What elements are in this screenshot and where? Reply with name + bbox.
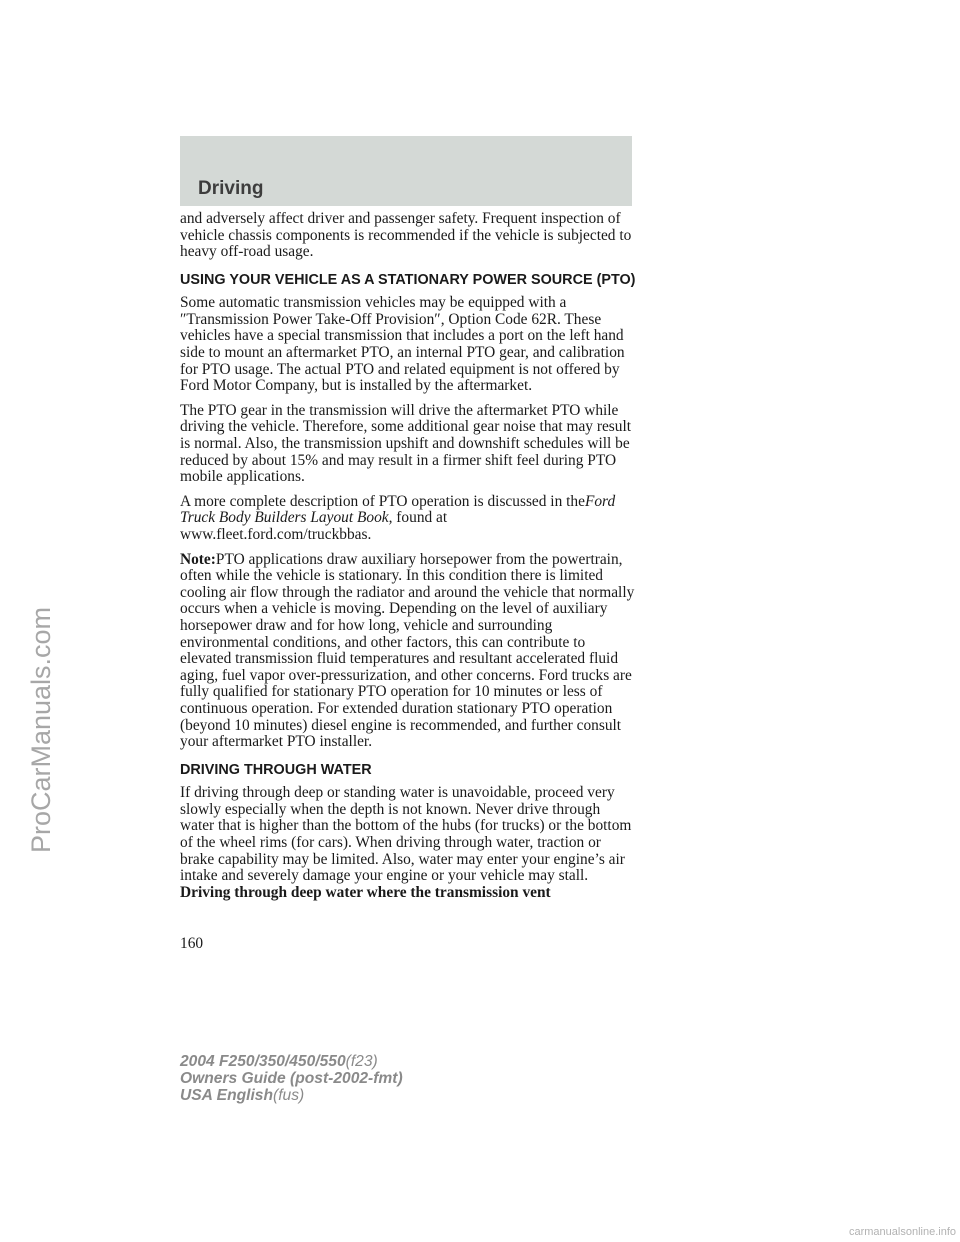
paragraph-note (180, 552, 636, 751)
page-content (180, 211, 636, 909)
fleet-url: www.fleet.ford.com/truckbbas. (180, 526, 372, 543)
footer-language-line (180, 1088, 403, 1105)
water-text: If driving through deep or standing water is unavoidable, proceed very slowly especially when the depth is not known. Never drive through water that is higher than the bottom of the hubs (for trucks) or the bottom of the wheel rims (for cars). When driving through water, traction or brake capability may be limited. Also, water may enter your engine’s air intake and severely damage your engine or your vehicle may stall. (180, 784, 632, 885)
pto-description-found-at: found at (392, 509, 448, 527)
heading-stationary-power-source: USING YOUR VEHICLE AS A STATIONARY POWER SOURCE (PTO) (180, 271, 636, 288)
footer-language-code: (fus) (273, 1086, 305, 1104)
heading-driving-through-water: DRIVING THROUGH WATER (180, 761, 372, 778)
footer-guide-line: Owners Guide (post-2002-fmt) (180, 1069, 403, 1087)
document-footer (180, 1054, 403, 1104)
footer-model: 2004 F250/350/450/550 (180, 1053, 346, 1070)
bottom-watermark: carmanualsonline.info (848, 1226, 956, 1238)
note-label: Note: (180, 550, 216, 568)
footer-language: USA English (180, 1086, 273, 1104)
footer-model-line (180, 1054, 403, 1071)
footer-model-code: (f23) (345, 1053, 378, 1070)
paragraph-water (180, 785, 636, 901)
paragraph-pto-gear: The PTO gear in the transmission will drive the aftermarket PTO while driving the vehicle. Therefore, some additional gear noise that may result is normal. Also, the transmission upshift and downshift schedules will be reduced by about 15% and may result in a firmer shift feel during PTO mobile applications. (180, 401, 632, 486)
page-number: 160 (180, 935, 204, 952)
paragraph-pto-description (180, 494, 636, 544)
section-title: Driving (198, 178, 264, 199)
side-watermark: ProCarManuals.com (26, 606, 56, 854)
book-title: Ford Truck Body Builders Layout Book, (180, 492, 616, 527)
pto-description-text: A more complete description of PTO operation is discussed in the (180, 492, 585, 510)
note-text: PTO applications draw auxiliary horsepower from the powertrain, often while the vehicle is stationary. In this condition there is limited cooling air flow through the radiator and around the vehicle that normally occurs when a vehicle is moving. Depending on the level of auxiliary horsepower draw and for how long, vehicle and surrounding environmental conditions, and other factors, this can contribute to elevated transmission fluid temperatures and resultant accelerated fluid aging, fuel vapor over-pressurization, and other concerns. Ford trucks are fully qualified for stationary PTO operation for 10 minutes or less of continuous operation. For extended duration stationary PTO operation (beyond 10 minutes) diesel engine is recommended, and further consult your aftermarket PTO installer. (180, 550, 635, 751)
water-warning-bold: Driving through deep water where the transmission vent (180, 883, 551, 901)
paragraph-pto-provision: Some automatic transmission vehicles may be equipped with a ″Transmission Power Take-Off Provision″, Option Code 62R. These vehicles have a special transmission that includes a port on the left hand side to mount an aftermarket PTO, an internal PTO gear, and calibration for PTO usage. The actual PTO and related equipment is not offered by Ford Motor Company, but is installed by the aftermarket. (180, 294, 625, 395)
paragraph-chassis-inspection: and adversely affect driver and passenger safety. Frequent inspection of vehicle chassis components is recommended if the vehicle is subjected to heavy off-road usage. (180, 210, 632, 261)
section-header-bar (180, 136, 632, 206)
